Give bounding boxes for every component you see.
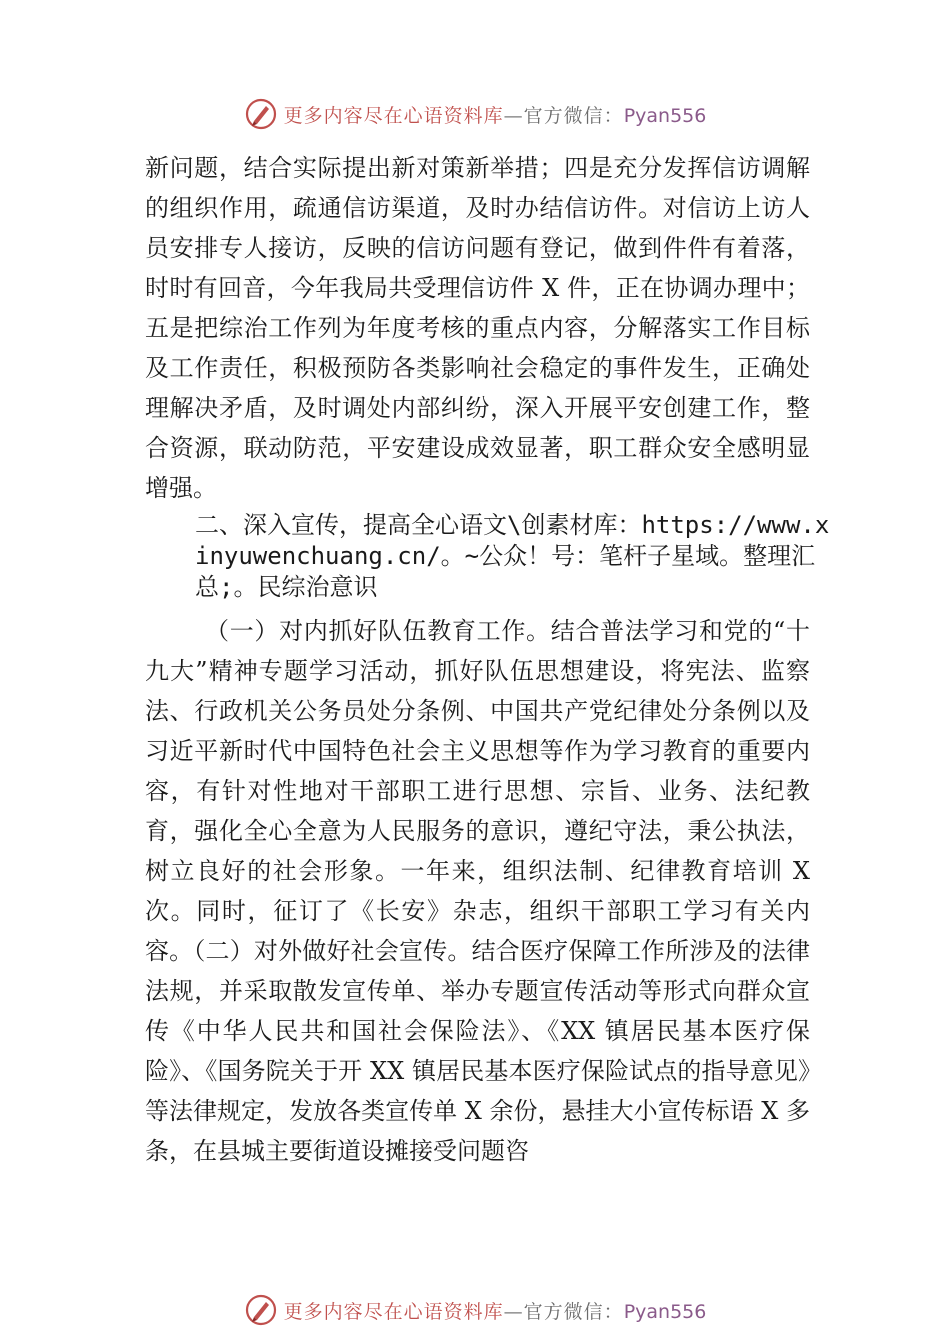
pen-logo-icon (244, 1293, 278, 1327)
banner-separator: — (503, 104, 524, 127)
banner-title: 更多内容尽在心语资料库 (283, 104, 504, 127)
banner-separator: — (503, 1300, 524, 1323)
banner-wechat-id: Pyan556 (623, 104, 707, 127)
banner-title: 更多内容尽在心语资料库 (283, 1300, 504, 1323)
footer-banner (0, 1290, 950, 1330)
banner-wechat-id: Pyan556 (623, 1300, 707, 1323)
header-banner (0, 94, 950, 134)
banner-text (284, 1297, 707, 1324)
paragraph-2: （一）对内抓好队伍教育工作。结合普法学习和党的“十九大”精神专题学习活动，抓好队伍思想建设，将宪法、监察法、行政机关公务员处分条例、中国共产党纪律处分条例以及习近平新时代中国特色社会主义思想等作为学习教育的重要内容，有针对性地对干部职工进行思想、宗旨、业务、法纪教育，强化全心全意为人民服务的意识，遵纪守法，秉公执法，树立良好的社会形象。一年来，组织法制、纪律教育培训 X 次。同时，征订了《长安》杂志，组织干部职工学习有关内容。（二）对外做好社会宣传。结合医疗保障工作所涉及的法律法规，并采取散发宣传单、举办专题宣传活动等形式向群众宣传《中华人民共和国社会保险法》、《XX 镇居民基本医疗保险》、《国务院关于开 XX 镇居民基本医疗保险试点的指导意见》等法律规定，发放各类宣传单 X 余份，悬挂大小宣传标语 X 多条，在县城主要街道设摊接受问题咨 (145, 617, 810, 1165)
section-heading-2: 二、深入宣传，提高全心语文\创素材库：https://www.xinyuwenchuang.cn/。~公众！号：笔杆子星域。整理汇总;。民综治意识 (195, 511, 830, 601)
paragraph-1: 新问题，结合实际提出新对策新举措；四是充分发挥信访调解的组织作用，疏通信访渠道，及时办结信访件。对信访上访人员安排专人接访，反映的信访问题有登记，做到件件有着落，时时有回音，今年我局共受理信访件 X 件，正在协调办理中；五是把综治工作列为年度考核的重点内容，分解落实工作目标及工作责任，积极预防各类影响社会稳定的事件发生，正确处理解决矛盾，及时调处内部纠纷，深入开展平安创建工作，整合资源，联动防范，平安建设成效显著，职工群众安全感明显增强。 (145, 154, 810, 502)
banner-wechat-label: 官方微信： (523, 1300, 624, 1323)
banner-wechat-label: 官方微信： (523, 104, 624, 127)
pen-logo-icon (244, 97, 278, 131)
banner-text (284, 101, 707, 128)
document-body (145, 148, 830, 1171)
